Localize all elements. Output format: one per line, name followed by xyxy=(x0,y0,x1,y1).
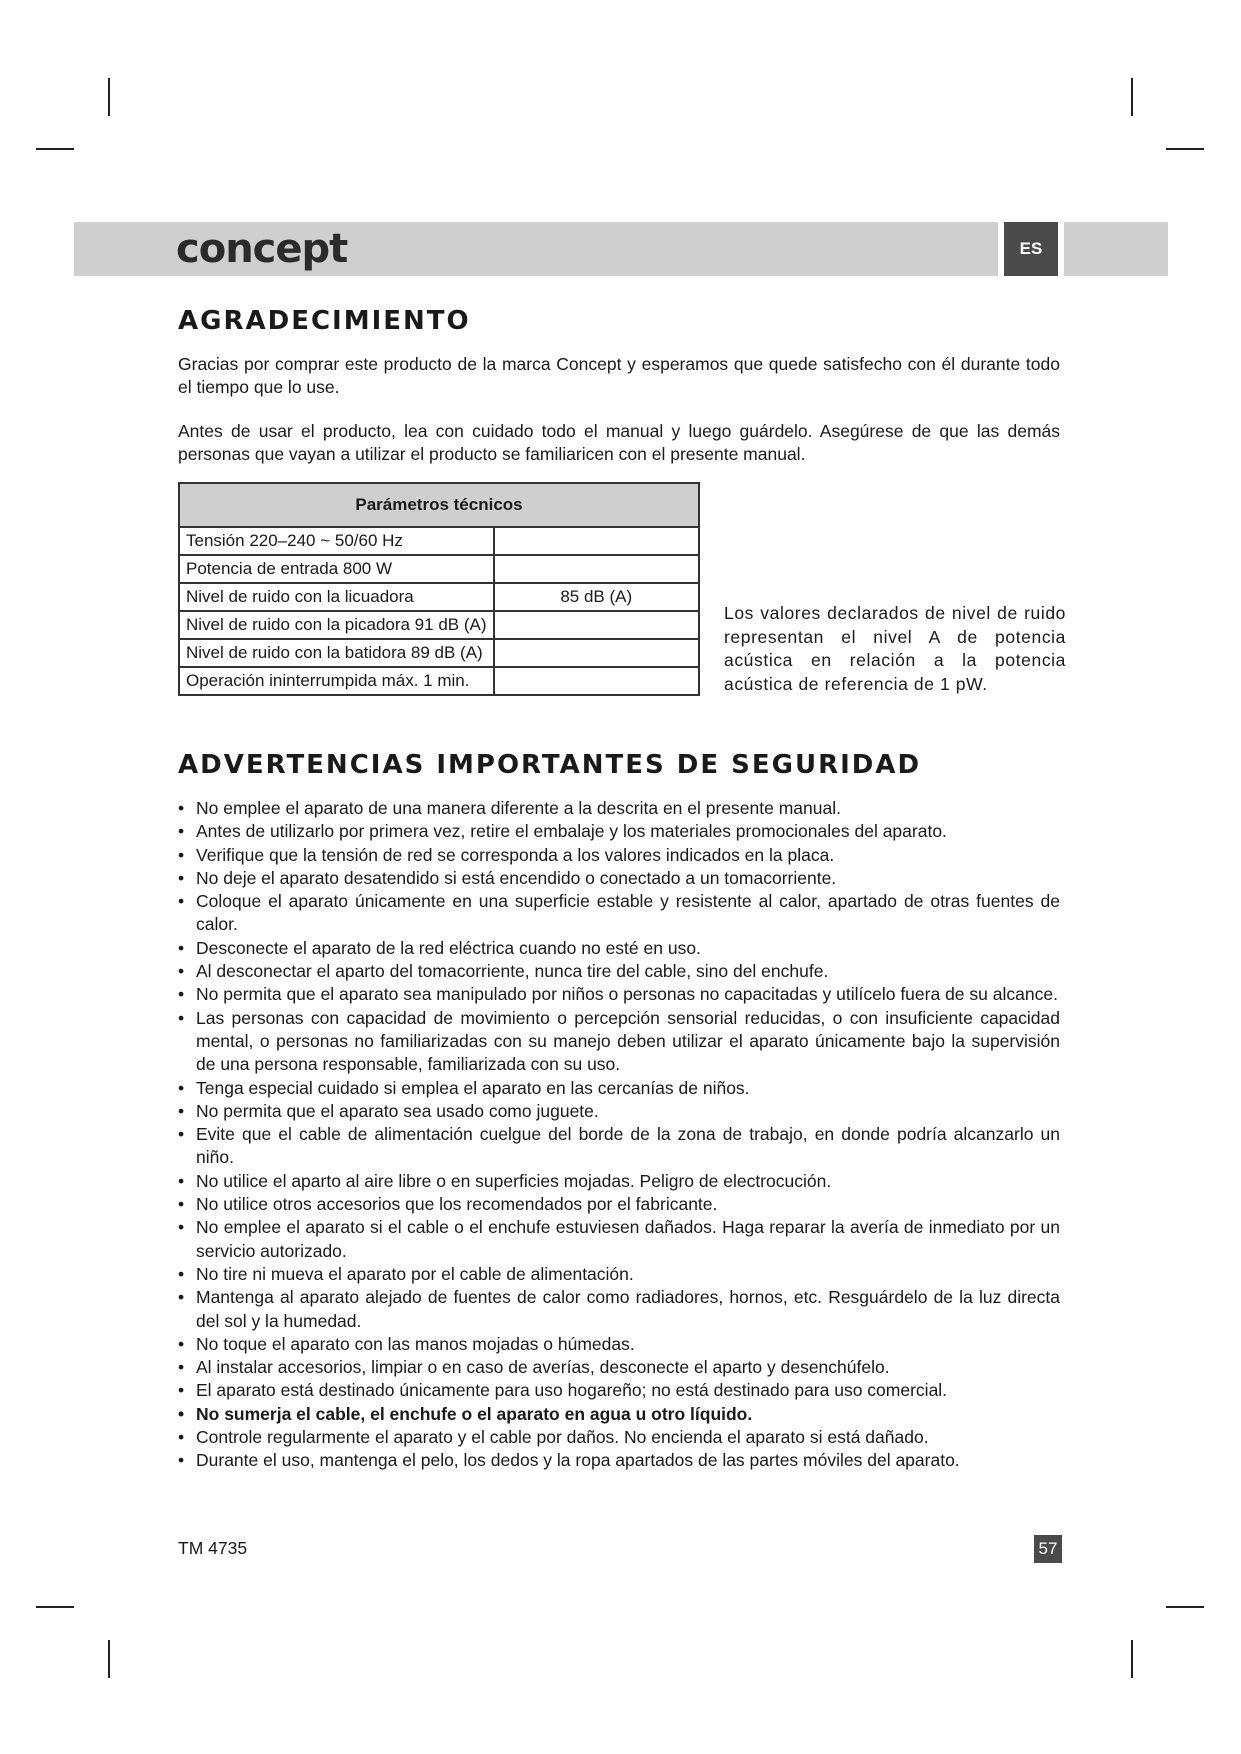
table-cell xyxy=(494,611,700,639)
table-row xyxy=(179,555,699,583)
crop-mark xyxy=(36,148,74,150)
model-number: TM 4735 xyxy=(178,1538,248,1558)
table-cell xyxy=(494,527,700,555)
list-item: • No permita que el aparato sea manipulado por niños o personas no capacitadas y utilícelo fuera de su alcance. xyxy=(178,983,1060,1006)
list-item: • Las personas con capacidad de movimiento o percepción sensorial reducidas, o con insuficiente capacidad mental, o personas no familiarizadas con su manejo deben utilizar el aparato únicamente bajo la supervisión de una persona responsable, familiarizada con su uso. xyxy=(178,1007,1060,1077)
table-cell: Tensión 220–240 ~ 50/60 Hz xyxy=(179,527,494,555)
noise-note: Los valores declarados de nivel de ruido representan el nivel A de potencia acústica en relación a la potencia acústica de referencia de 1 pW. xyxy=(724,603,1066,694)
header-divider xyxy=(1058,222,1064,276)
list-item: • Controle regularmente el aparato y el cable por daños. No encienda el aparato si está dañado. xyxy=(178,1426,1060,1449)
table-row xyxy=(179,527,699,555)
table-cell xyxy=(494,639,700,667)
list-item: • Al desconectar el aparto del tomacorriente, nunca tire del cable, sino del enchufe. xyxy=(178,960,1060,983)
list-item: • No emplee el aparato de una manera diferente a la descrita en el presente manual. xyxy=(178,797,1060,820)
table-row xyxy=(179,583,699,611)
list-item: • Al instalar accesorios, limpiar o en caso de averías, desconecte el aparto y desenchúfelo. xyxy=(178,1356,1060,1379)
list-item: • No emplee el aparato si el cable o el enchufe estuviesen dañados. Haga reparar la avería de inmediato por un servicio autorizado. xyxy=(178,1216,1060,1263)
table-cell: Nivel de ruido con la batidora 89 dB (A) xyxy=(179,639,494,667)
list-item: • Verifique que la tensión de red se corresponda a los valores indicados en la placa. xyxy=(178,844,1060,867)
table-row xyxy=(179,667,699,695)
table-cell: Nivel de ruido con la licuadora xyxy=(179,583,494,611)
list-item: • No utilice el aparto al aire libre o en superficies mojadas. Peligro de electrocución. xyxy=(178,1170,1060,1193)
list-item: • No deje el aparato desatendido si está encendido o conectado a un tomacorriente. xyxy=(178,867,1060,890)
thanks-paragraph-1: Gracias por comprar este producto de la marca Concept y esperamos que quede satisfecho con él durante todo el tiempo que lo use. xyxy=(178,354,1060,397)
safety-warnings-list xyxy=(178,797,1060,1473)
list-item: • Durante el uso, mantenga el pelo, los dedos y la ropa apartados de las partes móviles del aparato. xyxy=(178,1449,1060,1472)
tech-params-table xyxy=(178,482,700,696)
list-item-emphasis: • No sumerja el cable, el enchufe o el aparato en agua u otro líquido. xyxy=(178,1403,1060,1426)
brand-logo: concept xyxy=(176,226,348,272)
list-item: • No utilice otros accesorios que los recomendados por el fabricante. xyxy=(178,1193,1060,1216)
crop-mark xyxy=(1166,1606,1204,1608)
list-item: • Coloque el aparato únicamente en una superficie estable y resistente al calor, apartado de otras fuentes de calor. xyxy=(178,890,1060,937)
table-cell xyxy=(494,667,700,695)
list-item: • El aparato está destinado únicamente para uso hogareño; no está destinado para uso comercial. xyxy=(178,1379,1060,1402)
list-item: • Desconecte el aparato de la red eléctrica cuando no esté en uso. xyxy=(178,937,1060,960)
language-badge: ES xyxy=(1004,222,1058,276)
list-item: • Mantenga al aparato alejado de fuentes de calor como radiadores, hornos, etc. Resguárdelo de la luz directa del sol y la humedad. xyxy=(178,1286,1060,1333)
table-cell: Potencia de entrada 800 W xyxy=(179,555,494,583)
list-item: • No permita que el aparato sea usado como juguete. xyxy=(178,1100,1060,1123)
list-item: • Tenga especial cuidado si emplea el aparato en las cercanías de niños. xyxy=(178,1077,1060,1100)
section-title-safety: ADVERTENCIAS IMPORTANTES DE SEGURIDAD xyxy=(178,750,922,780)
crop-mark xyxy=(1131,1640,1133,1678)
thanks-paragraph-2: Antes de usar el producto, lea con cuidado todo el manual y luego guárdelo. Asegúrese de que las demás personas que vayan a utilizar el producto se familiaricen con el presente manual. xyxy=(178,421,1060,464)
list-item: • No toque el aparato con las manos mojadas o húmedas. xyxy=(178,1333,1060,1356)
crop-mark xyxy=(108,1640,110,1678)
crop-mark xyxy=(1131,78,1133,116)
list-item: • Antes de utilizarlo por primera vez, retire el embalaje y los materiales promocionales del aparato. xyxy=(178,820,1060,843)
crop-mark xyxy=(1166,148,1204,150)
table-cell xyxy=(494,555,700,583)
table-cell: Operación ininterrumpida máx. 1 min. xyxy=(179,667,494,695)
section-title-thanks: AGRADECIMIENTO xyxy=(178,306,471,336)
table-cell: 85 dB (A) xyxy=(494,583,700,611)
table-row xyxy=(179,639,699,667)
crop-mark xyxy=(36,1606,74,1608)
tech-params-header: Parámetros técnicos xyxy=(179,483,699,527)
list-item: • Evite que el cable de alimentación cuelgue del borde de la zona de trabajo, en donde podría alcanzarlo un niño. xyxy=(178,1123,1060,1170)
table-row xyxy=(179,611,699,639)
crop-mark xyxy=(108,78,110,116)
page-number: 57 xyxy=(1034,1535,1062,1563)
table-cell: Nivel de ruido con la picadora 91 dB (A) xyxy=(179,611,494,639)
list-item: • No tire ni mueva el aparato por el cable de alimentación. xyxy=(178,1263,1060,1286)
